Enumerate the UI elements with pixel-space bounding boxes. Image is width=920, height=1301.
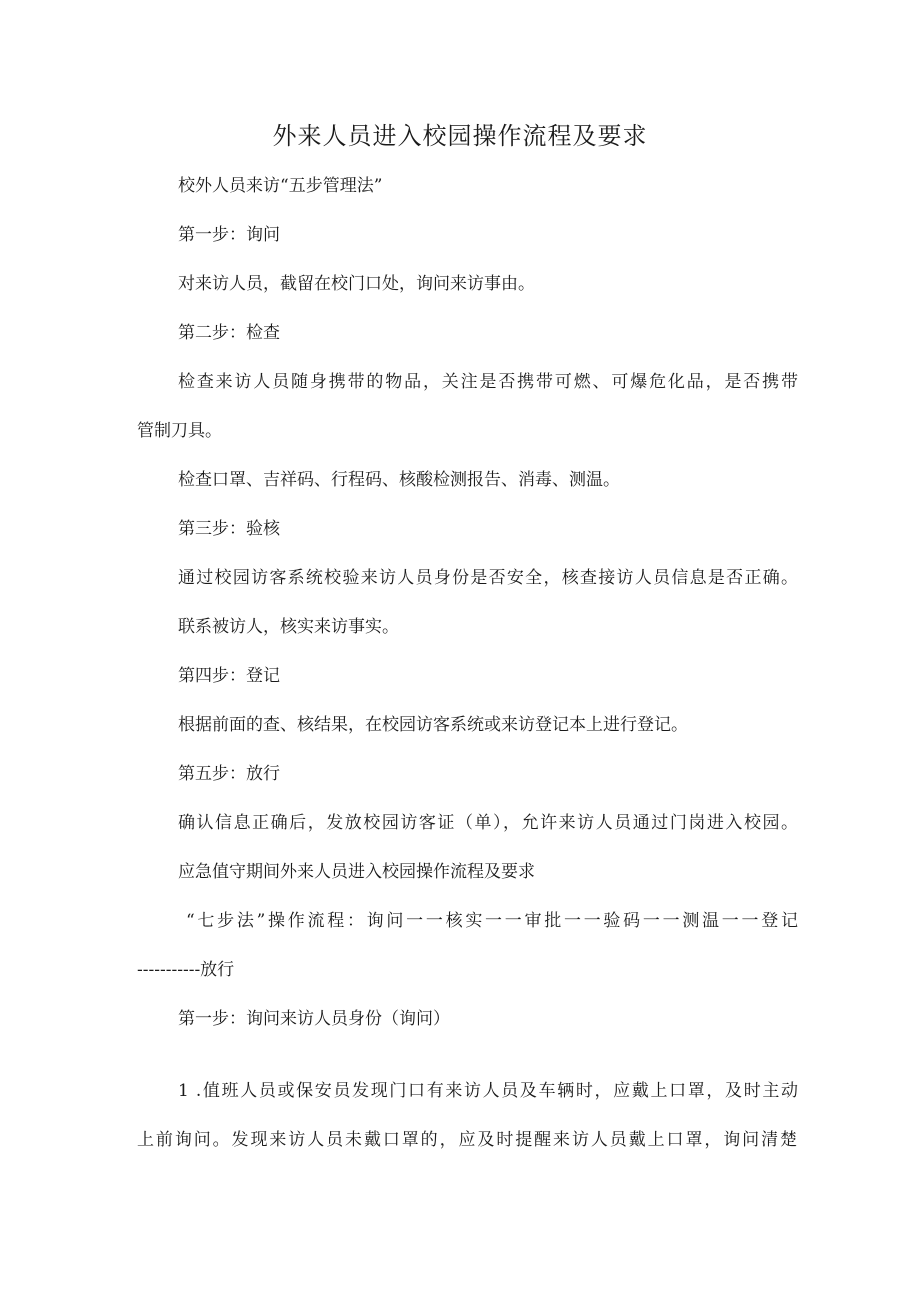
- paragraph: “七步法”操作流程：询问一一核实一一审批一一验码一一测温一一登记: [186, 911, 798, 931]
- step-heading-3: 第三步：验核: [178, 519, 280, 539]
- paragraph: 根据前面的查、核结果，在校园访客系统或来访登记本上进行登记。: [178, 715, 688, 735]
- paragraph: 对来访人员，截留在校门口处，询问来访事由。: [178, 274, 535, 294]
- paragraph: 检查口罩、吉祥码、行程码、核酸检测报告、消毒、测温。: [178, 470, 620, 490]
- paragraph-numbered: 1 .值班人员或保安员发现门口有来访人员及车辆时，应戴上口罩，及时主动: [178, 1081, 798, 1101]
- paragraph: 确认信息正确后，发放校园访客证（单），允许来访人员通过门岗进入校园。: [178, 813, 798, 833]
- paragraph: 联系被访人，核实来访事实。: [178, 617, 399, 637]
- step-heading-1b: 第一步：询问来访人员身份（询问）: [178, 1009, 450, 1029]
- step-heading-5: 第五步：放行: [178, 764, 280, 784]
- paragraph-intro: 校外人员来访“五步管理法”: [178, 176, 383, 196]
- paragraph-continuation: 上前询问。发现来访人员未戴口罩的，应及时提醒来访人员戴上口罩，询问清楚: [137, 1130, 797, 1150]
- page-title: 外来人员进入校园操作流程及要求: [272, 122, 648, 150]
- paragraph: 通过校园访客系统校验来访人员身份是否安全，核查接访人员信息是否正确。: [178, 568, 798, 588]
- paragraph: 检查来访人员随身携带的物品，关注是否携带可燃、可爆危化品，是否携带: [178, 372, 798, 392]
- step-heading-1: 第一步：询问: [178, 225, 280, 245]
- paragraph-continuation: -----------放行: [137, 960, 235, 980]
- step-heading-2: 第二步：检查: [178, 323, 280, 343]
- section-heading: 应急值守期间外来人员进入校园操作流程及要求: [178, 862, 535, 882]
- paragraph-continuation: 管制刀具。: [137, 421, 222, 441]
- step-heading-4: 第四步：登记: [178, 666, 280, 686]
